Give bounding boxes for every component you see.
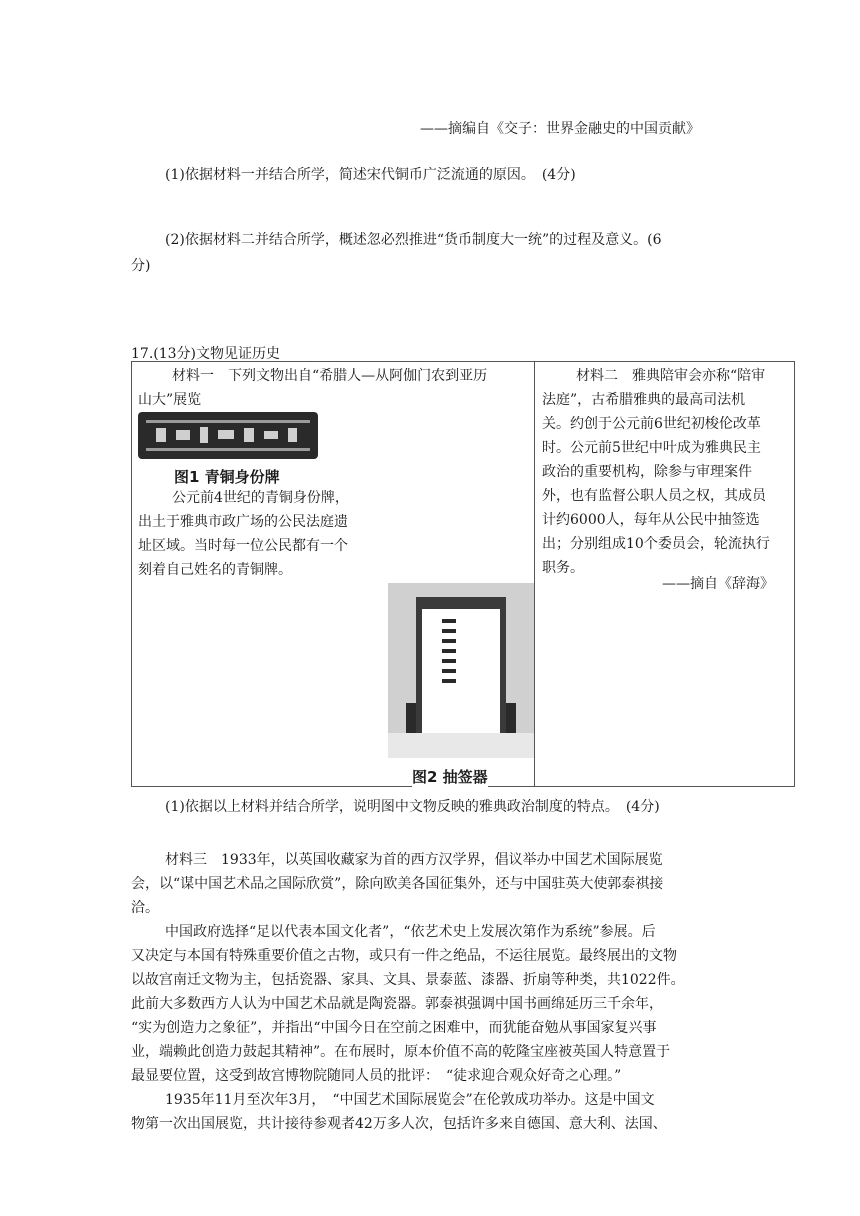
material3-p2-line4: 此前大多数西方人认为中国艺术品就是陶瓷器。郭泰祺强调中国书画绵延历三千余年， [131, 996, 663, 1012]
material3-p2-line1: 中国政府选择“足以代表本国文化者”，“依艺术史上发展次第作为系统”参展。后 [165, 924, 656, 940]
kleroterion-image [388, 583, 534, 758]
material2-line4: 时。公元前5世纪中叶成为雅典民主 [542, 440, 761, 456]
material1-line2: 山大”展览 [138, 392, 202, 408]
material3-p2-line2: 又决定与本国有特殊重要价值之古物，或只有一件之绝品，不运往展览。最终展出的文物 [131, 948, 677, 964]
material2-line6: 外，也有监督公职人员之权，其成员 [542, 488, 766, 504]
material3-line1: 材料三 1933年，以英国收藏家为首的西方汉学界，倡议举办中国艺术国际展览 [165, 852, 663, 868]
question-16-2-line2: 分) [131, 258, 151, 274]
question-17-1: (1)依据以上材料并结合所学，说明图中文物反映的雅典政治制度的特点。 (4分) [165, 799, 660, 815]
material3-line3: 洽。 [131, 900, 159, 916]
figure2-caption: 图2 抽签器 [412, 768, 488, 786]
table-divider [534, 362, 535, 786]
bronze-id-tablet-image [138, 412, 318, 459]
material1-line1: 材料一 下列文物出自“希腊人—从阿伽门农到亚历 [172, 368, 488, 384]
material2-line2: 法庭”，古希腊雅典的最高司法机 [542, 392, 746, 408]
question-16-2-line1: (2)依据材料二并结合所学，概述忽必烈推进“货币制度大一统”的过程及意义。(6 [165, 232, 662, 248]
source-citation: ——摘编自《交子：世界金融史的中国贡献》 [420, 121, 700, 137]
material2-line8: 出；分别组成10个委员会，轮流执行 [542, 536, 770, 552]
material2-line7: 计约6000人，每年从公民中抽签选 [542, 512, 760, 528]
material2-line1: 材料二 雅典陪审会亦称“陪审 [576, 368, 766, 384]
material3-p3-line2: 物第一次出国展览，共计接待参观者42万多人次，包括许多来自德国、意大利、法国、 [131, 1116, 667, 1132]
material2-line9: 职务。 [542, 560, 584, 576]
material2-line5: 政治的重要机构，除参与审理案件 [542, 464, 752, 480]
material3-line2: 会，以“谋中国艺术品之国际欣赏”，除向欧美各国征集外，还与中国驻英大使郭泰祺接 [131, 876, 664, 892]
material3-p2-line5: “实为创造力之象征”，并指出“中国今日在空前之困难中，而犹能奋勉从事国家复兴事 [131, 1020, 657, 1036]
material1-desc-line2: 出土于雅典市政广场的公民法庭遗 [138, 514, 348, 530]
figure1-caption: 图1 青铜身份牌 [174, 468, 280, 486]
material2-source: ——摘自《辞海》 [662, 576, 774, 592]
material3-p2-line6: 业，端赖此创造力鼓起其精神”。在布展时，原本价值不高的乾隆宝座被英国人特意置于 [131, 1044, 671, 1060]
question-16-1: (1)依据材料一并结合所学，简述宋代铜币广泛流通的原因。 (4分) [165, 167, 576, 183]
material2-line3: 关。约创于公元前6世纪初梭伦改革 [542, 416, 761, 432]
materials-table [131, 361, 795, 787]
material3-p3-line1: 1935年11月至次年3月， “中国艺术国际展览会”在伦敦成功举办。这是中国文 [165, 1092, 655, 1108]
material3-p2-line7: 最显要位置，这受到故宫博物院随同人员的批评： “徒求迎合观众好奇之心理。” [131, 1068, 622, 1084]
material1-desc-line1: 公元前4世纪的青铜身份牌， [172, 490, 349, 506]
material3-p2-line3: 以故宫南迁文物为主，包括瓷器、家具、文具、景泰蓝、漆器、折扇等种类，共1022件。 [131, 972, 685, 988]
question-17-heading: 17.(13分)文物见证历史 [131, 346, 281, 362]
material1-desc-line3: 址区域。当时每一位公民都有一个 [138, 538, 348, 554]
material1-desc-line4: 刻着自己姓名的青铜牌。 [138, 562, 292, 578]
